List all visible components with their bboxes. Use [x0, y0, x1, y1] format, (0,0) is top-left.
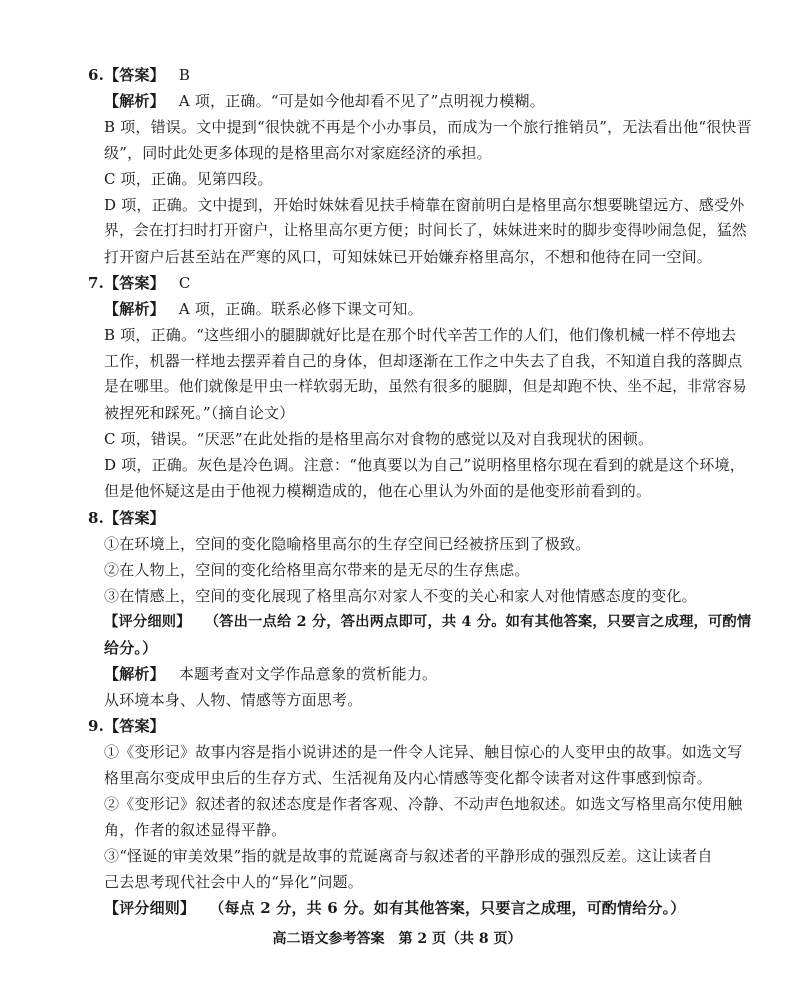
- q6-analysis-line: [104, 89, 545, 113]
- q7-analysis-tag: 【解析】: [104, 300, 165, 318]
- q9-answer-line: [88, 714, 165, 738]
- q7-number: 7.: [88, 274, 105, 292]
- q6-analysis-text: A 项，正确。“可是如今他却看不见了”点明视力模糊。: [178, 92, 545, 110]
- q6-answer-line: [88, 63, 190, 87]
- q6-line-5: D 项，正确。文中提到，开始时妹妹看见扶手椅靠在窗前明白是格里高尔想要眺望远方、感受外: [104, 196, 745, 214]
- q6-line-4: C 项，正确。见第四段。: [104, 170, 273, 188]
- q8-analysis-line: [104, 662, 437, 686]
- q8-scoring-text: （答出一点给 2 分，答出两点即可，共 4 分。如有其他答案，只要言之成理，可酌情: [204, 614, 752, 630]
- q6-line-3: 级”，同时此处更多体现的是格里高尔对家庭经济的承担。: [104, 144, 492, 162]
- q6-line-6: 界，会在打扫时打开窗户，让格里高尔更方便；时间长了，妹妹进来时的脚步变得吵闹急促，猛然: [104, 222, 747, 239]
- q9-scoring-tag: 【评分细则】: [104, 899, 196, 917]
- q9-point-2-cont: 角，作者的叙述显得平静。: [104, 821, 287, 839]
- q9-point-3: ③“怪诞的审美效果”指的就是故事的荒诞离奇与叙述者的平静形成的强烈反差。这让读者自: [104, 847, 713, 865]
- q6-line-2: B 项，错误。文中提到“很快就不再是个小办事员，而成为一个旅行推销员”，无法看出他“很快晋: [104, 118, 752, 136]
- q8-number: 8.: [88, 509, 105, 527]
- q6-line-7: 打开窗户后甚至站在严寒的风口，可知妹妹已开始嫌弃格里高尔，不想和他待在同一空间。: [104, 248, 713, 266]
- q7-line-7: D 项，正确。灰色是冷色调。注意：“他真要以为自己”说明格里格尔现在看到的就是这个环境，: [104, 456, 745, 474]
- q9-point-3-cont: 己去思考现代社会中人的“异化”问题。: [104, 873, 363, 891]
- q7-line-3: 工作，机器一样地去摆弄着自己的身体，但却逐渐在工作之中失去了自我，不知道自我的落脚点: [104, 352, 743, 370]
- q9-scoring-line: [104, 896, 685, 920]
- q6-answer-tag: 【答案】: [104, 66, 165, 84]
- q9-answer-tag: 【答案】: [104, 717, 165, 735]
- q8-scoring-line: [104, 610, 751, 634]
- q6-answer-value: B: [178, 66, 191, 84]
- q8-analysis-tag: 【解析】: [104, 665, 165, 683]
- q7-answer-value: C: [178, 274, 191, 292]
- q9-scoring-text: （每点 2 分，共 6 分。如有其他答案，只要言之成理，可酌情给分。）: [209, 899, 686, 917]
- q7-line-8: 但是他怀疑这是由于他视力模糊造成的，他在心里认为外面的是他变形前看到的。: [104, 482, 652, 500]
- q7-line-2: B 项，正确。“这些细小的腿脚就好比是在那个时代辛苦工作的人们，他们像机械一样不停地去: [104, 326, 737, 344]
- q7-analysis-text: A 项，正确。联系必修下课文可知。: [178, 300, 423, 318]
- q8-answer-line: [88, 506, 165, 530]
- q8-point-1: ①在环境上，空间的变化隐喻格里高尔的生存空间已经被挤压到了极致。: [104, 535, 591, 553]
- q8-scoring-line-2: 给分。）: [104, 639, 158, 657]
- q8-point-2: ②在人物上，空间的变化给格里高尔带来的是无尽的生存焦虑。: [104, 561, 530, 579]
- q8-analysis-line-2: 从环境本身、人物、情感等方面思考。: [104, 691, 363, 709]
- q7-line-4: 是在哪里。他们就像是甲虫一样软弱无助，虽然有很多的腿脚，但是却跑不快、坐不起，非常容易: [104, 378, 747, 395]
- q7-line-5: 被捏死和踩死。”（摘自论文）: [104, 404, 295, 422]
- q8-point-3: ③在情感上，空间的变化展现了格里高尔对家人不变的关心和家人对他情感态度的变化。: [104, 587, 697, 605]
- q9-number: 9.: [88, 717, 105, 735]
- q9-point-1-cont: 格里高尔变成甲虫后的生存方式、生活视角及内心情感等变化都令读者对这件事感到惊奇。: [104, 769, 713, 787]
- q6-number: 6.: [88, 66, 105, 84]
- q8-scoring-tag: 【评分细则】: [104, 614, 191, 630]
- q7-line-6: C 项，错误。“厌恶”在此处指的是格里高尔对食物的感觉以及对自我现状的困顿。: [104, 430, 654, 448]
- q9-point-1: ①《变形记》故事内容是指小说讲述的是一件令人诧异、触目惊心的人变甲虫的故事。如选文写: [104, 743, 743, 761]
- q7-answer-tag: 【答案】: [104, 274, 165, 292]
- q8-analysis-text: 本题考查对文学作品意象的赏析能力。: [178, 665, 438, 683]
- page-footer: 高二语文参考答案 第 2 页（共 8 页）: [272, 931, 522, 947]
- q8-answer-tag: 【答案】: [104, 509, 165, 527]
- q7-analysis-line: [104, 297, 423, 321]
- q7-answer-line: [88, 271, 191, 295]
- q9-point-2: ②《变形记》叙述者的叙述态度是作者客观、冷静、不动声色地叙述。如选文写格里高尔使用触: [104, 795, 743, 813]
- q6-analysis-tag: 【解析】: [104, 92, 165, 110]
